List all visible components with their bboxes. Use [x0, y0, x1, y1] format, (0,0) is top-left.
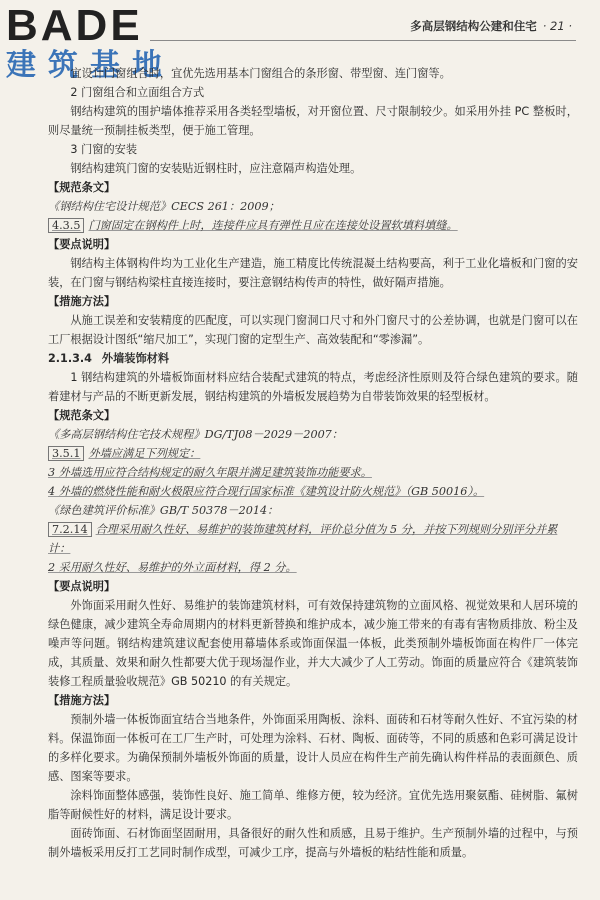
standard-title: 《钢结构住宅设计规范》CECS 261：2009； — [48, 200, 280, 213]
paragraph: 钢结构建筑门窗的安装贴近钢柱时，应注意隔声构造处理。 — [70, 162, 362, 175]
subheading: 2 门窗组合和立面组合方式 — [70, 86, 205, 99]
paragraph: 宜设计门窗组合时，宜优先选用基本门窗组合的条形窗、带型窗、连门窗等。 — [70, 67, 451, 80]
clause-line — [48, 216, 578, 235]
paragraph: 面砖饰面、石材饰面坚固耐用，具备很好的耐久性和质感，且易于维护。生产预制外墙的过程中，与预制外墙板采用反打工艺同时制作成型，可减少工序，提高与外墙板的粘结性能和质量。 — [48, 827, 578, 859]
clause-number: 7.2.14 — [48, 522, 92, 537]
spec-clause-tag: 【规范条文】 — [48, 181, 116, 194]
key-points-tag: 【要点说明】 — [48, 580, 116, 593]
section-heading — [48, 349, 578, 368]
paragraph: 外饰面采用耐久性好、易维护的装饰建筑材料，可有效保持建筑物的立面风格、视觉效果和人居环境的绿色健康，减少建筑全寿命周期内的材料更新替换和维护成本，减少施工带来的有毒有害物质排放、粉尘及噪声等问题。钢结构建筑建议配套使用幕墙体系或饰面保温一体板，此类预制外墙板饰面在构件厂一体完成，其质量、效果和耐久性都要大优于现场湿作业，并大大减少了人工劳动。饰面的质量应符合《建筑装饰装修工程质量验收规范》GB 50210 的有关规定。 — [48, 599, 578, 688]
clause-line — [48, 444, 578, 463]
paragraph: 钢结构建筑的围护墙体推荐采用各类轻型墙板，对开窗位置、尺寸限制较少。如采用外挂 PC 整板时，则尽量统一预制挂板类型，便于施工管理。 — [48, 105, 578, 137]
running-header — [410, 18, 572, 34]
paragraph: 钢结构主体钢构件均为工业化生产建造，施工精度比传统混凝土结构要高，利于工业化墙板和门窗的安装，在门窗与钢结构梁柱直接连接时，要注意钢结构传声的特性，做好隔声措施。 — [48, 257, 578, 289]
clause-number: 4.3.5 — [48, 218, 84, 233]
page-body — [48, 64, 578, 862]
running-title: 多高层钢结构公建和住宅 — [410, 19, 537, 33]
section-number: 2.1.3.4 — [48, 352, 92, 365]
section-title: 外墙装饰材料 — [101, 352, 170, 365]
clause-text: 合理采用耐久性好、易维护的装饰建筑材料，评价总分值为 5 分，并按下列规则分别评分并累计： — [48, 523, 558, 555]
spec-clause-tag: 【规范条文】 — [48, 409, 116, 422]
logo-subtitle: 建筑基地 — [6, 48, 174, 83]
paragraph: 从施工误差和安装精度的匹配度，可以实现门窗洞口尺寸和外门窗尺寸的公差协调，也就是门窗可以在工厂根据设计图纸“缩尺加工”，实现门窗的定型生产、高效装配和“零渗漏”。 — [48, 314, 578, 346]
paragraph: 1 钢结构建筑的外墙板饰面材料应结合装配式建筑的特点，考虑经济性原则及符合绿色建筑的要求。随着建材与产品的不断更新发展，钢结构建筑的外墙板发展趋势为自带装饰效果的轻型板材。 — [48, 371, 578, 403]
header-rule — [150, 40, 576, 41]
clause-item: 3 外墙选用应符合结构规定的耐久年限并满足建筑装饰功能要求。 — [48, 466, 372, 479]
subheading: 3 门窗的安装 — [70, 143, 138, 156]
clause-text: 外墙应满足下列规定： — [88, 447, 201, 460]
clause-item: 2 采用耐久性好、易维护的外立面材料，得 2 分。 — [48, 561, 297, 574]
clause-item: 4 外墙的燃烧性能和耐火极限应符合现行国家标准《建筑设计防火规范》（GB 50016）。 — [48, 485, 485, 498]
clause-number: 3.5.1 — [48, 446, 84, 461]
measures-tag: 【措施方法】 — [48, 694, 116, 707]
standard-title: 《多高层钢结构住宅技术规程》DG/TJ08－2029－2007： — [48, 428, 343, 441]
key-points-tag: 【要点说明】 — [48, 238, 116, 251]
page-number: · 21 · — [542, 19, 572, 33]
paragraph: 预制外墙一体板饰面宜结合当地条件，外饰面采用陶板、涂料、面砖和石材等耐久性好、不宜污染的材料。保温饰面一体板可在工厂生产时，可处理为涂料、石材、陶板、面砖等，不同的质感和色彩可满足设计的多样化要求。为确保预制外墙板外饰面的质量，设计人员应在构件生产前先确认构件样品的表面颜色、质感、图案等要求。 — [48, 713, 578, 783]
logo-wordmark: BADE — [6, 1, 143, 50]
clause-line — [48, 520, 578, 558]
measures-tag: 【措施方法】 — [48, 295, 116, 308]
standard-title: 《绿色建筑评价标准》GB/T 50378－2014： — [48, 504, 279, 517]
clause-text: 门窗固定在钢构件上时，连接件应具有弹性且应在连接处设置软填料填缝。 — [88, 219, 458, 232]
paragraph: 涂料饰面整体感强，装饰性良好、施工简单、维修方便，较为经济。宜优先选用聚氨酯、硅树脂、氟树脂等耐候性好的材料，满足设计要求。 — [48, 789, 578, 821]
